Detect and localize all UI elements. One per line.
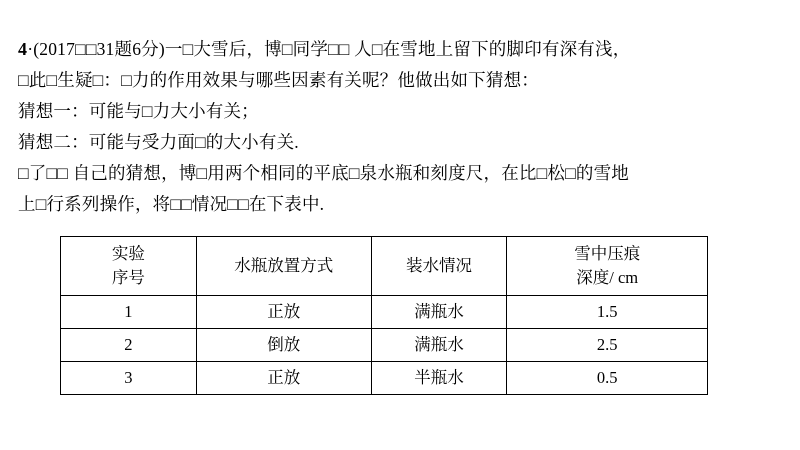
cell-serial-3: 3 bbox=[61, 362, 197, 395]
cell-water-3: 半瓶水 bbox=[371, 362, 507, 395]
cell-depth-2: 2.5 bbox=[507, 329, 708, 362]
column-header-placement-line1: 水瓶放置方式 bbox=[234, 256, 334, 275]
cell-placement-3: 正放 bbox=[196, 362, 371, 395]
experiment-line-1: □了□□ 自己的猜想，博□用两个相同的平底□泉水瓶和刻度尺，在比□松□的雪地 bbox=[18, 163, 629, 183]
hypothesis-one: 猜想一：可能与□力大小有关； bbox=[18, 101, 259, 121]
column-header-serial-line2: 序号 bbox=[111, 268, 145, 287]
column-header-depth-line1: 雪中压痕 bbox=[574, 244, 641, 263]
column-header-placement bbox=[196, 237, 371, 296]
table-row bbox=[61, 296, 708, 329]
table-body bbox=[61, 296, 708, 395]
cell-water-2: 满瓶水 bbox=[371, 329, 507, 362]
experiment-line-2: 上□行系列操作，将□□情况□□在下表中. bbox=[18, 194, 325, 214]
cell-placement-1: 正放 bbox=[196, 296, 371, 329]
table-header-row bbox=[61, 237, 708, 296]
hypothesis-two: 猜想二：可能与受力面□的大小有关. bbox=[18, 132, 299, 152]
experiment-data-table bbox=[60, 236, 708, 395]
column-header-water-line1: 装水情况 bbox=[405, 256, 472, 275]
table-header bbox=[61, 237, 708, 296]
experiment-table-container bbox=[18, 236, 778, 395]
column-header-depth-line2: 深度/ cm bbox=[576, 268, 639, 287]
question-line-2: □此□生疑□：□力的作用效果与哪些因素有关呢？他做出如下猜想： bbox=[18, 70, 539, 90]
table-row bbox=[61, 362, 708, 395]
cell-water-1: 满瓶水 bbox=[371, 296, 507, 329]
question-line-1: 4·(2017□□31题6分)一□大雪后，博□同学□□ 人□在雪地上留下的脚印有深有浅， bbox=[18, 39, 631, 59]
cell-serial-1: 1 bbox=[61, 296, 197, 329]
column-header-serial bbox=[61, 237, 197, 296]
column-header-depth bbox=[507, 237, 708, 296]
cell-depth-3: 0.5 bbox=[507, 362, 708, 395]
cell-depth-1: 1.5 bbox=[507, 296, 708, 329]
table-row bbox=[61, 329, 708, 362]
cell-serial-2: 2 bbox=[61, 329, 197, 362]
column-header-serial-line1: 实验 bbox=[111, 244, 145, 263]
column-header-water bbox=[371, 237, 507, 296]
cell-placement-2: 倒放 bbox=[196, 329, 371, 362]
